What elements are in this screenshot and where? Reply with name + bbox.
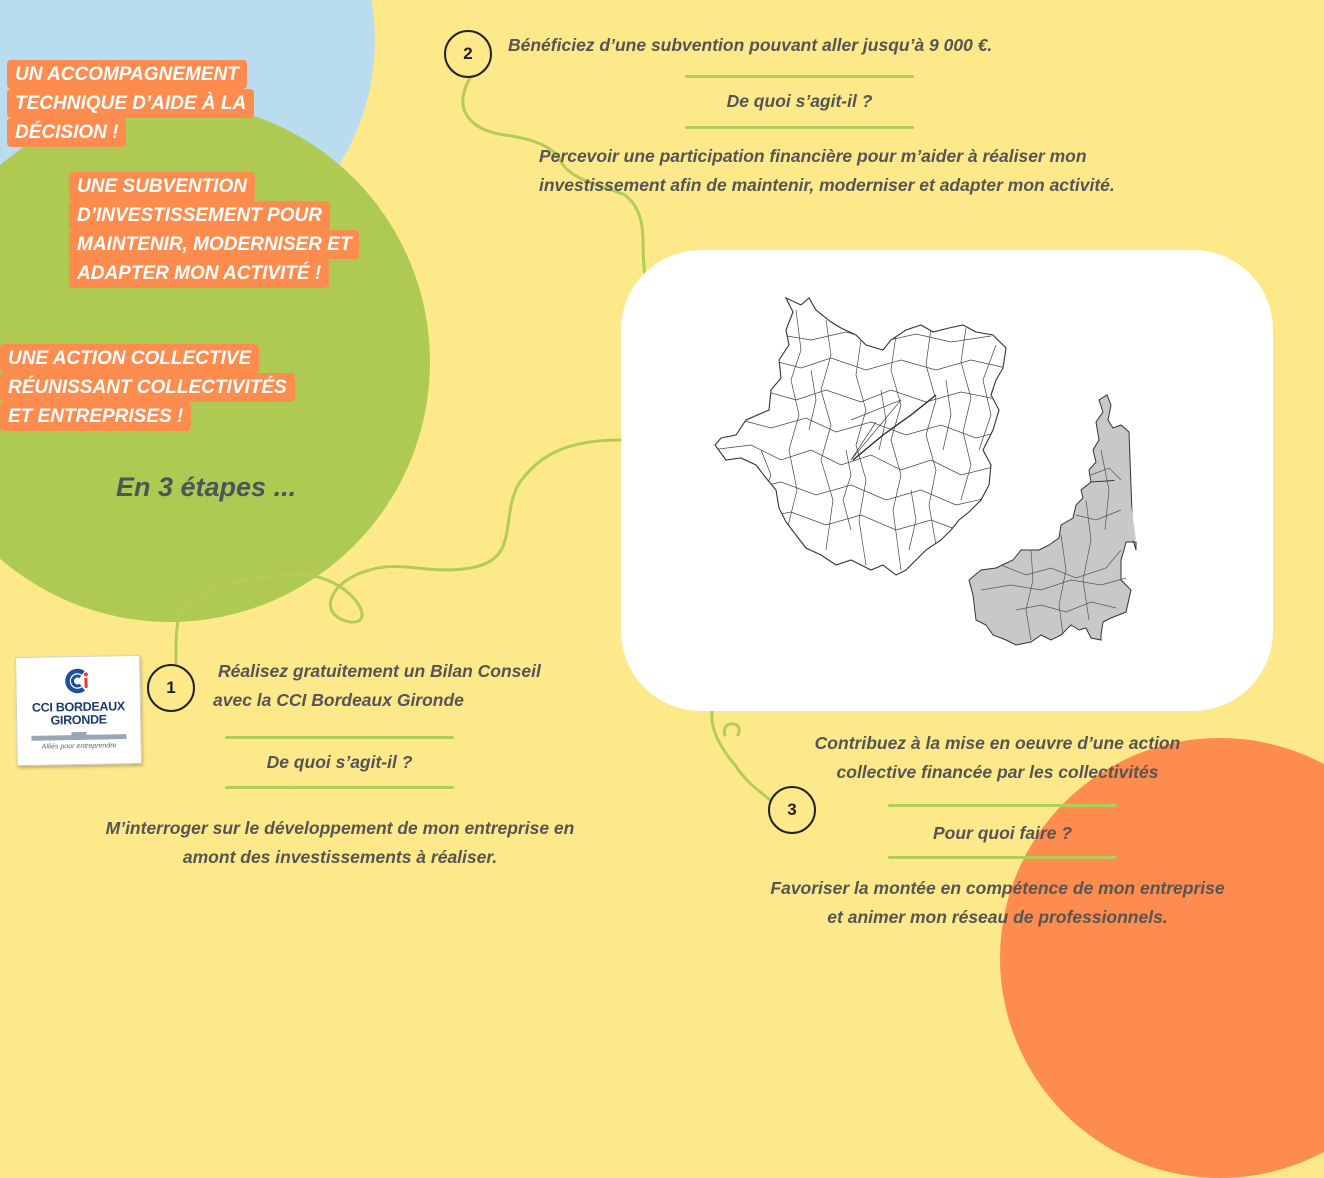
divider xyxy=(888,856,1117,859)
tag-line: DÉCISION ! xyxy=(7,118,126,147)
step-3-answer-line: et animer mon réseau de professionnels. xyxy=(827,907,1168,927)
tag-action-collective xyxy=(0,344,295,431)
logo-name xyxy=(17,700,140,728)
step-3-badge: 3 xyxy=(768,786,816,834)
step-1-title xyxy=(213,657,541,715)
step-3-question: Pour quoi faire ? xyxy=(932,823,1073,843)
map-card xyxy=(621,250,1273,711)
tag-line: ADAPTER MON ACTIVITÉ ! xyxy=(69,259,329,288)
step-1-badge: 1 xyxy=(147,664,195,712)
step-2-title: Bénéficiez d’une subvention pouvant aller jusqu’à 9 000 €. xyxy=(508,35,993,55)
step-1-answer xyxy=(40,814,640,872)
step-1-question: De quoi s’agit-il ? xyxy=(266,752,413,772)
divider xyxy=(888,804,1117,807)
divider xyxy=(225,736,454,739)
tag-line: ET ENTREPRISES ! xyxy=(0,402,191,431)
tag-line: D’INVESTISSEMENT POUR xyxy=(69,201,330,230)
tag-line: RÉUNISSANT COLLECTIVITÉS xyxy=(0,373,295,402)
heading-three-steps: En 3 étapes ... xyxy=(116,472,297,502)
cci-logo-icon xyxy=(63,667,91,695)
tag-line: UNE SUBVENTION xyxy=(69,172,255,201)
logo-tagline: Alliés pour entreprendre xyxy=(41,742,117,751)
step-2-question: De quoi s’agit-il ? xyxy=(726,91,873,111)
tag-line: TECHNIQUE D’AIDE À LA xyxy=(7,89,254,118)
step-3-title-line: collective financée par les collectivités xyxy=(836,762,1159,782)
step-1-title-line: avec la CCI Bordeaux Gironde xyxy=(213,690,464,710)
cci-logo xyxy=(15,655,142,766)
building-icon xyxy=(31,731,126,741)
tag-line: UNE ACTION COLLECTIVE xyxy=(0,344,259,373)
step-2-answer-line: investissement afin de maintenir, moderniser et adapter mon activité. xyxy=(539,175,1115,195)
step-1-answer-line: M’interroger sur le développement de mon entreprise en xyxy=(105,818,575,838)
logo-name-line: CCI BORDEAUX xyxy=(31,699,126,715)
step-2-answer-line: Percevoir une participation financière pour m’aider à réaliser mon xyxy=(539,146,1087,166)
step-3-answer-line: Favoriser la montée en compétence de mon entreprise xyxy=(770,878,1225,898)
step-3-title-line: Contribuez à la mise en oeuvre d’une action xyxy=(814,733,1181,753)
divider xyxy=(685,126,914,129)
divider xyxy=(225,786,454,789)
step-3-answer xyxy=(740,874,1255,932)
logo-name-line: GIRONDE xyxy=(50,712,107,728)
step-1-answer-line: amont des investissements à réaliser. xyxy=(182,847,498,867)
step-2-badge: 2 xyxy=(444,30,492,78)
step-1-title-line: Réalisez gratuitement un Bilan Conseil xyxy=(218,661,541,681)
connector-loop3 xyxy=(724,724,739,735)
map-icon xyxy=(621,250,1273,711)
tag-line: UN ACCOMPAGNEMENT xyxy=(7,60,247,89)
tag-subvention xyxy=(69,172,359,288)
tag-line: MAINTENIR, MODERNISER ET xyxy=(69,230,359,259)
tag-accompagnement xyxy=(7,60,254,147)
step-2-answer xyxy=(539,142,1115,200)
divider xyxy=(685,75,914,78)
step-3-title xyxy=(760,729,1235,787)
